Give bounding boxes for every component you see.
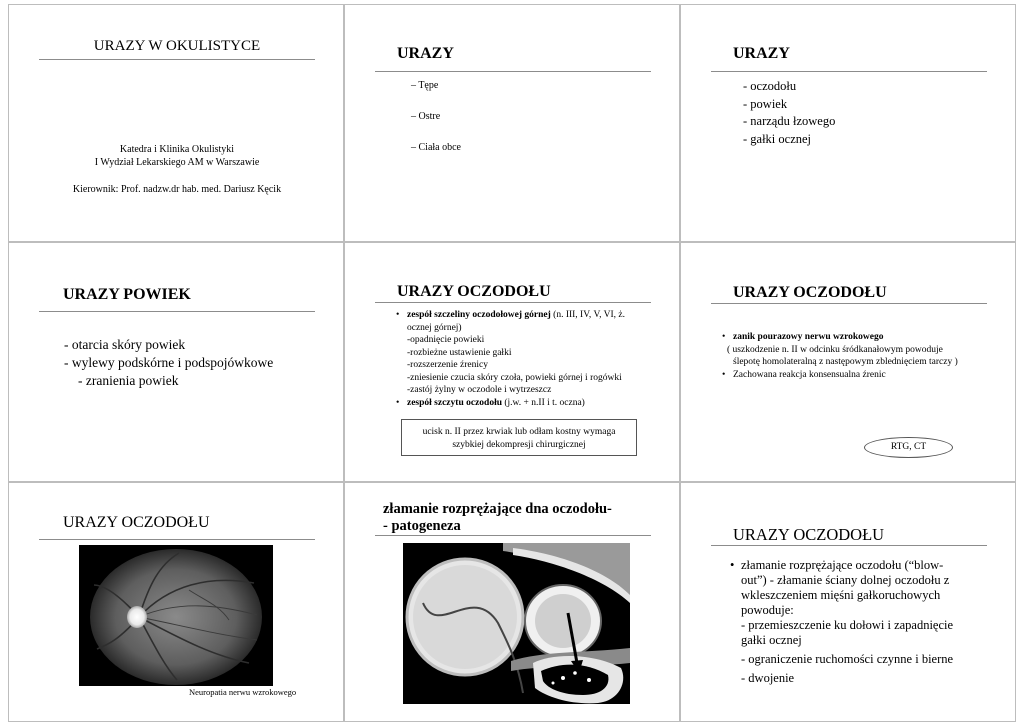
slide-9 bbox=[680, 482, 1016, 722]
list-item: ocznej górnej) bbox=[407, 322, 462, 333]
list-item: – Ostre bbox=[411, 111, 441, 122]
slide-6-title: URAZY OCZODOŁU bbox=[733, 284, 887, 301]
title-rule bbox=[39, 311, 315, 312]
slide-7-title-text: URAZY OCZODOŁU bbox=[63, 514, 210, 531]
slide-5 bbox=[344, 242, 680, 482]
list-item: -opadnięcie powieki bbox=[407, 335, 485, 345]
list-item: - wylewy podskórne i podspojówkowe bbox=[64, 355, 274, 370]
list-item: -rozszerzenie źrenicy bbox=[407, 360, 488, 370]
head-of-department: Kierownik: Prof. nadzw.dr hab. med. Dariusz Kęcik bbox=[72, 184, 282, 195]
bullet-bold: zespół szczytu oczodołu bbox=[407, 397, 502, 408]
list-item: - przemieszczenie ku dołowi i zapadnięcie bbox=[741, 618, 954, 632]
blowout-image bbox=[403, 543, 630, 704]
fundus-photo bbox=[79, 545, 273, 686]
title-rule bbox=[375, 535, 651, 536]
list-item bbox=[407, 397, 677, 410]
list-item: • złamanie rozprężające oczodołu (“blow- bbox=[741, 558, 1011, 573]
slide-7-title bbox=[63, 514, 210, 532]
title-rule bbox=[375, 302, 651, 303]
list-item: • Zachowana reakcja konsensualna źrenic bbox=[733, 369, 1013, 382]
fundus-image bbox=[79, 545, 273, 686]
list-item: - dwojenie bbox=[741, 671, 795, 685]
rtg-ct-oval: RTG, CT bbox=[864, 437, 953, 458]
title-line-1: złamanie rozprężające dna oczodołu- bbox=[383, 501, 612, 517]
title-rule bbox=[375, 71, 651, 72]
bullet-bold: zanik pourazowy nerwu wzrokowego bbox=[733, 332, 884, 342]
slide-8-title bbox=[383, 501, 612, 535]
slide-3-title: URAZY bbox=[733, 45, 790, 62]
title-line-2: - patogeneza bbox=[383, 518, 461, 534]
bullet-rest: (j.w. + n.II i t. oczna) bbox=[502, 397, 585, 408]
list-item bbox=[733, 331, 1013, 344]
list-item: -rozbieżne ustawienie gałki bbox=[407, 347, 512, 358]
bullet-rest: (n. III, IV, V, VI, ż. bbox=[550, 310, 626, 320]
slide-4 bbox=[8, 242, 344, 482]
list-item: -zniesienie czucia skóry czoła, powieki górnej i rogówki bbox=[407, 372, 622, 383]
list-item: powoduje: bbox=[741, 603, 794, 617]
list-item: - narządu łzowego bbox=[743, 114, 836, 128]
list-item: - gałki ocznej bbox=[743, 132, 812, 146]
list-item: – Ciała obce bbox=[411, 142, 461, 153]
slide-5-title: URAZY OCZODOŁU bbox=[397, 283, 551, 300]
list-item: - powiek bbox=[743, 97, 788, 111]
note-line-1: ucisk n. II przez krwiak lub odłam kostny wymaga bbox=[422, 427, 616, 437]
list-item: ślepotę homolateralną z następowym zblednięciem tarczy ) bbox=[733, 357, 958, 367]
slide-8 bbox=[344, 482, 680, 722]
bullet-text bbox=[741, 558, 1011, 686]
list-item: - zranienia powiek bbox=[78, 373, 179, 388]
dept-line-1: Katedra i Klinika Okulistyki bbox=[119, 144, 235, 155]
list-item: - oczodołu bbox=[743, 79, 797, 93]
bullet-list bbox=[407, 309, 677, 409]
list-item: – Tępe bbox=[411, 80, 439, 91]
list-item: - ograniczenie ruchomości czynne i bierne bbox=[741, 652, 954, 666]
note-line-2: szybkiej dekompresji chirurgicznej bbox=[452, 439, 586, 450]
list-item: ( uszkodzenie n. II w odcinku śródkanałowym powoduje bbox=[727, 344, 943, 355]
slide-2 bbox=[344, 4, 680, 242]
slide-1-title: URAZY W OKULISTYCE bbox=[93, 38, 261, 54]
slide-3 bbox=[680, 4, 1016, 242]
list-item: out”) - złamanie ściany dolnej oczodołu z bbox=[741, 573, 950, 587]
bullet-list bbox=[727, 331, 1013, 381]
title-rule bbox=[711, 71, 987, 72]
dept-line-2: I Wydział Lekarskiego AM w Warszawie bbox=[94, 157, 260, 168]
photo-caption: Neuropatia nerwu wzrokowego bbox=[189, 687, 297, 697]
slide-2-title: URAZY bbox=[397, 45, 454, 62]
list-item: - otarcia skóry powiek bbox=[64, 337, 186, 352]
title-rule bbox=[39, 539, 315, 540]
slide-1 bbox=[8, 4, 344, 242]
slide-9-title: URAZY OCZODOŁU bbox=[733, 525, 885, 544]
title-rule bbox=[711, 545, 987, 546]
slide-6 bbox=[680, 242, 1016, 482]
bullet-bold: zespół szczeliny oczodołowej górnej bbox=[407, 310, 551, 320]
blowout-diagram bbox=[403, 543, 630, 704]
slide-4-title: URAZY POWIEK bbox=[63, 286, 191, 303]
list-item bbox=[407, 309, 677, 322]
title-rule bbox=[39, 59, 315, 60]
note-box bbox=[401, 419, 637, 456]
title-rule bbox=[711, 303, 987, 304]
list-item: -zastój żylny w oczodole i wytrzeszcz bbox=[407, 385, 552, 395]
list-item: wkleszczeniem mięśni gałkoruchowych bbox=[741, 588, 941, 602]
list-item: gałki ocznej bbox=[741, 633, 802, 647]
slide-7 bbox=[8, 482, 344, 722]
